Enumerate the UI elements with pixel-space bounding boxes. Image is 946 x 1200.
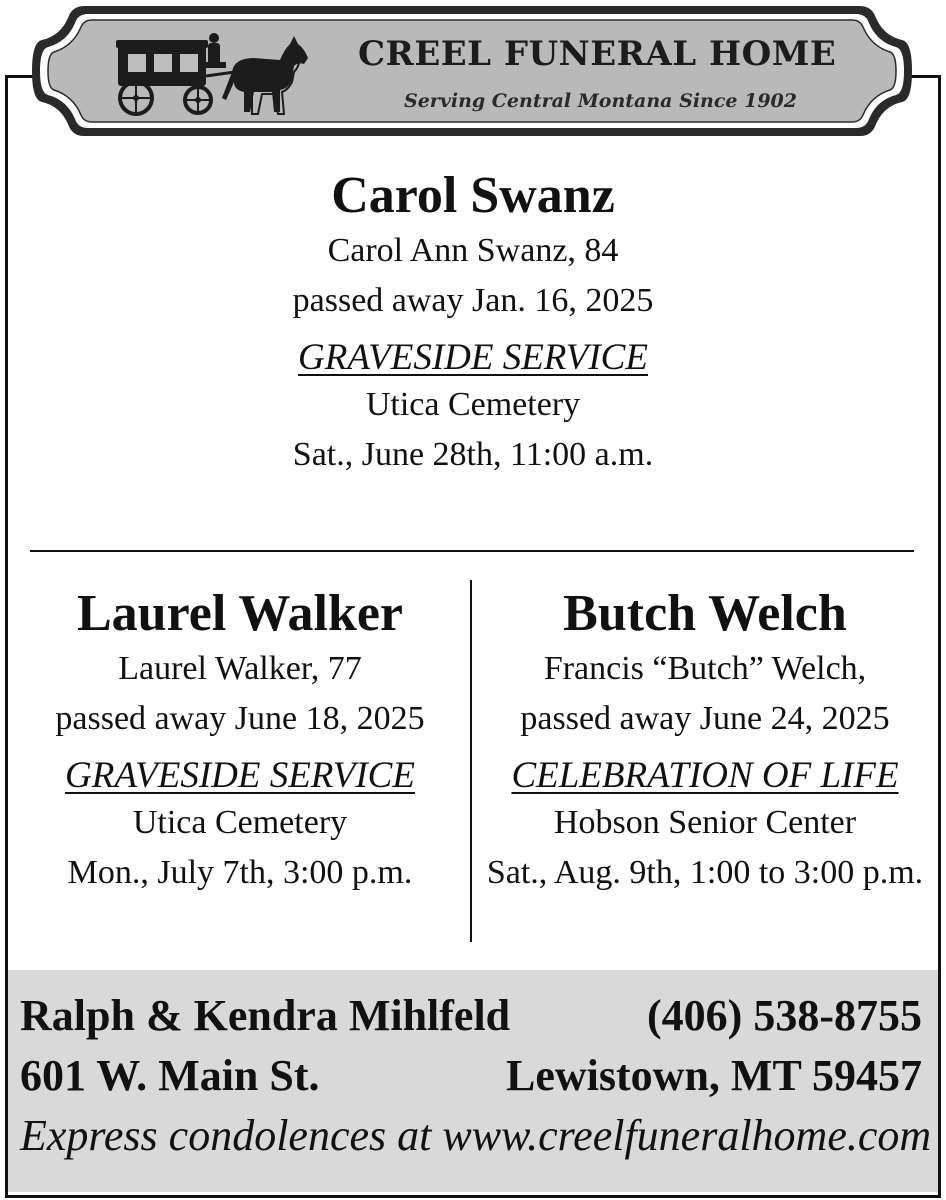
- full-name-age: Carol Ann Swanz, 84: [327, 232, 619, 269]
- service-datetime: Sat., Aug. 9th, 1:00 to 3:00 p.m.: [486, 854, 924, 891]
- condolences-link[interactable]: Express condolences at www.creelfuneralhome.com: [20, 1111, 932, 1160]
- service-location: Utica Cemetery: [132, 804, 348, 841]
- deceased-name: Butch Welch: [563, 585, 847, 642]
- street-address: 601 W. Main St.: [20, 1051, 320, 1100]
- notice-laurel-walker: [12, 584, 468, 898]
- column-divider: [470, 580, 472, 942]
- service-location: Utica Cemetery: [365, 386, 581, 423]
- notice-butch-welch: [474, 584, 936, 898]
- full-name-age: Francis “Butch” Welch,: [543, 650, 867, 687]
- passed-date: passed away June 24, 2025: [520, 700, 890, 737]
- service-location: Hobson Senior Center: [553, 804, 857, 841]
- header-banner: [28, 2, 916, 140]
- full-name-age: Laurel Walker, 77: [118, 650, 362, 687]
- section-divider: [30, 550, 914, 552]
- phone-number: (406) 538-8755: [647, 991, 922, 1040]
- service-datetime: Sat., June 28th, 11:00 a.m.: [292, 436, 654, 473]
- passed-date: passed away Jan. 16, 2025: [292, 282, 654, 319]
- owners-name: Ralph & Kendra Mihlfeld: [20, 991, 511, 1040]
- passed-date: passed away June 18, 2025: [55, 700, 425, 737]
- business-name: CREEL FUNERAL HOME: [358, 34, 837, 74]
- business-tagline: Serving Central Montana Since 1902: [404, 90, 797, 112]
- city-state-zip: Lewistown, MT 59457: [506, 1051, 922, 1100]
- service-type: GRAVESIDE SERVICE: [65, 755, 415, 796]
- notice-carol-swanz: [0, 166, 946, 480]
- service-datetime: Mon., July 7th, 3:00 p.m.: [67, 854, 413, 891]
- contact-footer: [8, 970, 938, 1192]
- deceased-name: Laurel Walker: [77, 585, 403, 642]
- service-type: GRAVESIDE SERVICE: [298, 337, 648, 378]
- service-type: CELEBRATION OF LIFE: [511, 755, 899, 796]
- horse-drawn-hearse-icon: [114, 32, 314, 118]
- deceased-name: Carol Swanz: [331, 167, 615, 224]
